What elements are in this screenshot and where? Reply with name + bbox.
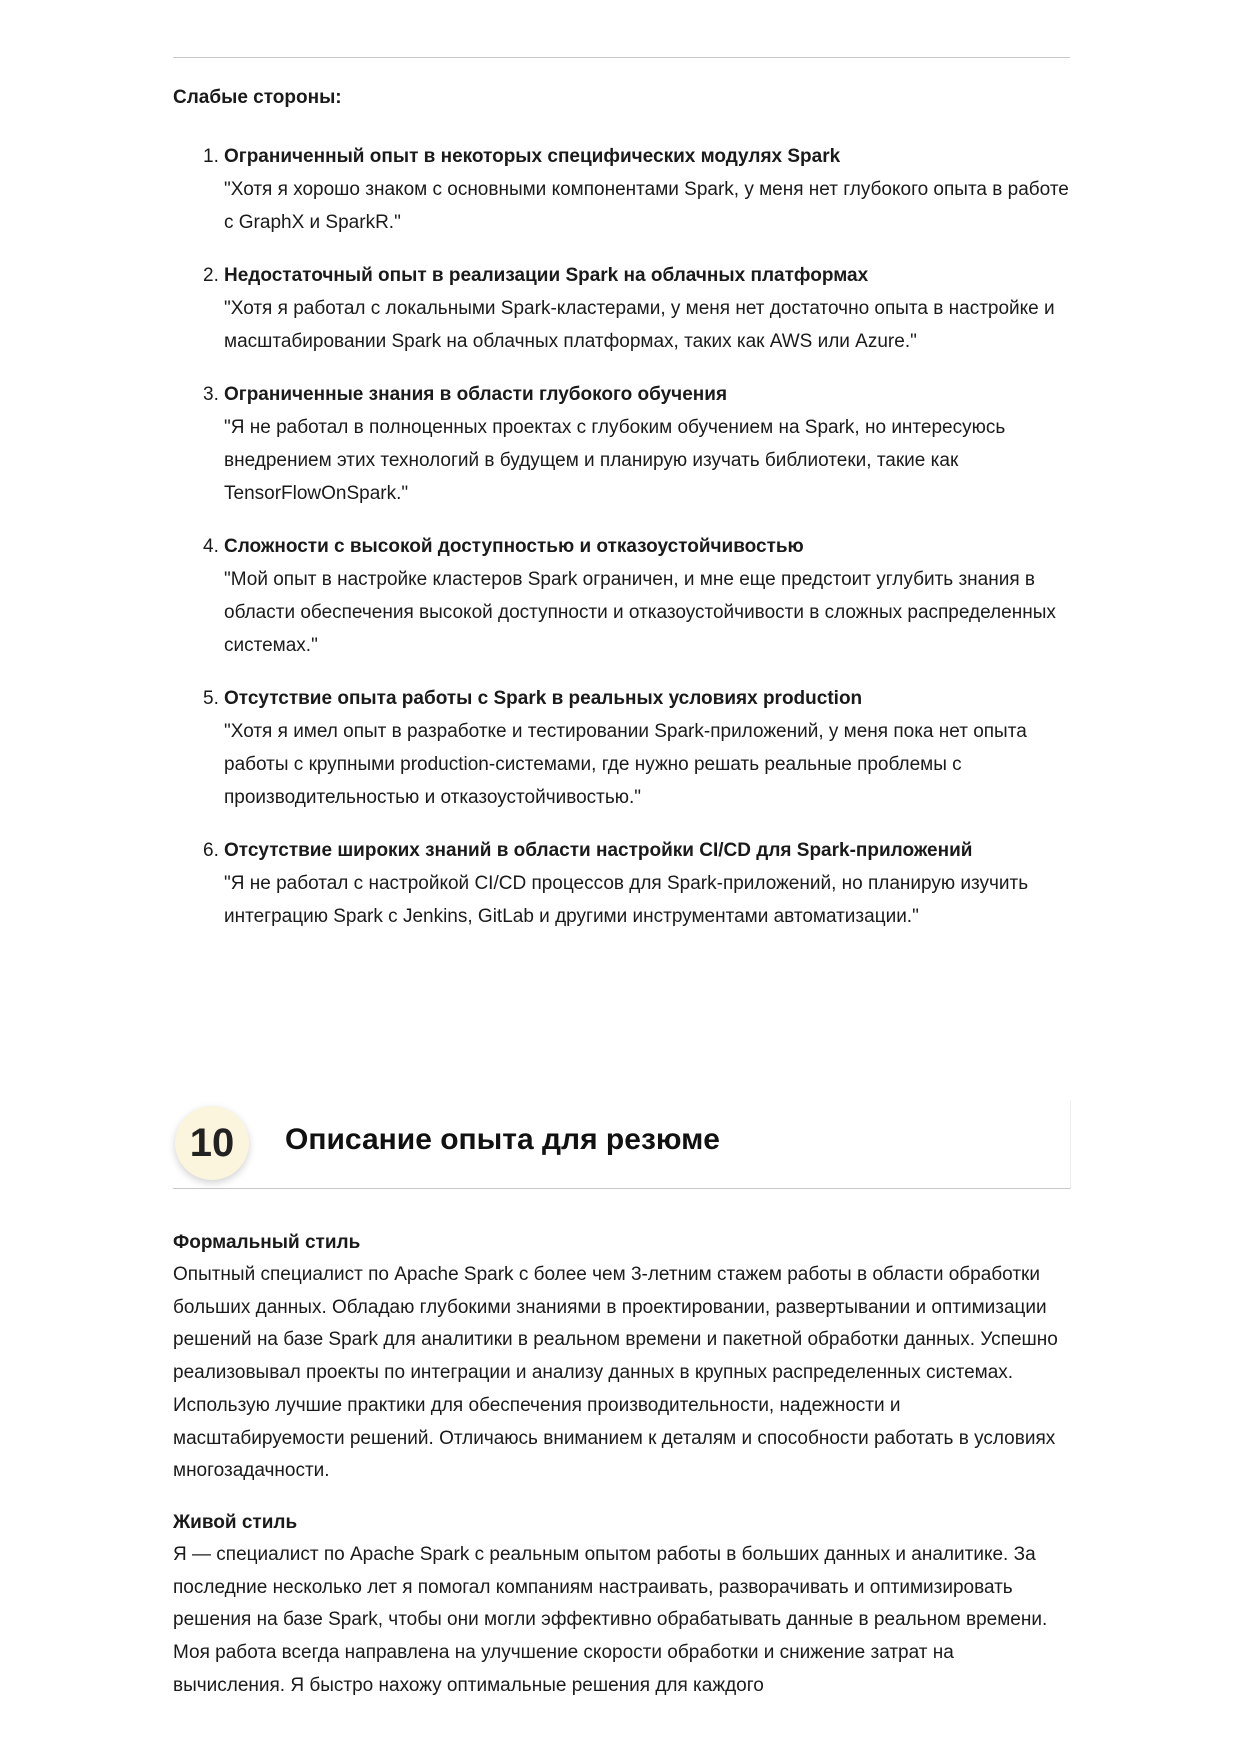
weakness-item: [173, 259, 1070, 358]
section-number-badge: 10: [175, 1106, 249, 1180]
weakness-title: Недостаточный опыт в реализации Spark на облачных платформах: [224, 265, 869, 286]
weakness-title: Ограниченные знания в области глубокого обучения: [224, 384, 728, 405]
weakness-title: Ограниченный опыт в некоторых специфических модулях Spark: [224, 146, 841, 167]
weakness-item: [173, 140, 1070, 239]
weakness-title: Отсутствие широких знаний в области настройки CI/CD для Spark-приложений: [224, 840, 973, 861]
section-header: [173, 1100, 1071, 1189]
lively-style-heading: Живой стиль: [173, 1512, 298, 1533]
weakness-number: 1.: [203, 146, 219, 167]
weakness-quote: "Хотя я хорошо знаком с основными компонентами Spark, у меня нет глубокого опыта в работе с GraphX и SparkR.": [224, 179, 1069, 233]
weakness-quote: "Я не работал в полноценных проектах с глубоким обучением на Spark, но интересуюсь внедрением этих технологий в будущем и планирую изучать библиотеки, такие как TensorFlowOnSpark.": [224, 417, 1006, 504]
weakness-quote: "Мой опыт в настройке кластеров Spark ограничен, и мне еще предстоит углубить знания в области обеспечения высокой доступности и отказоустойчивости в сложных распределенных системах.": [224, 569, 1056, 656]
section-title: Описание опыта для резюме: [285, 1123, 720, 1156]
weakness-item: [173, 378, 1070, 510]
weakness-number: 6.: [203, 840, 219, 861]
weakness-number: 3.: [203, 384, 219, 405]
weakness-title: Отсутствие опыта работы с Spark в реальных условиях production: [224, 688, 863, 709]
weakness-item: [173, 834, 1070, 933]
weaknesses-list: [173, 140, 1070, 953]
weakness-item: [173, 682, 1070, 814]
top-divider: [173, 57, 1070, 58]
weakness-quote: "Хотя я работал с локальными Spark-кластерами, у меня нет достаточно опыта в настройке и масштабировании Spark на облачных платформах, таких как AWS или Azure.": [224, 298, 1055, 352]
weakness-number: 5.: [203, 688, 219, 709]
weakness-number: 4.: [203, 536, 219, 557]
formal-style-text: Опытный специалист по Apache Spark с более чем 3-летним стажем работы в области обработки больших данных. Обладаю глубокими знаниями в проектировании, развертывании и оптимизации решений на базе Spark для аналитики в реальном времени и пакетной обработки данных. Успешно реализовывал проекты по интеграции и анализу данных в крупных распределенных системах. Использую лучшие практики для обеспечения производительности, надежности и масштабируемости решений. Отличаюсь вниманием к деталям и способности работать в условиях многозадачности.: [173, 1264, 1058, 1482]
weakness-number: 2.: [203, 265, 219, 286]
weaknesses-heading: Слабые стороны:: [173, 87, 342, 108]
weakness-quote: "Хотя я имел опыт в разработке и тестировании Spark-приложений, у меня пока нет опыта работы с крупными production-системами, где нужно решать реальные проблемы с производительностью и отказоустойчивостью.": [224, 721, 1027, 808]
lively-style-block: [173, 1506, 1070, 1703]
formal-style-heading: Формальный стиль: [173, 1232, 361, 1253]
weakness-quote: "Я не работал с настройкой CI/CD процессов для Spark-приложений, но планирую изучить интеграцию Spark с Jenkins, GitLab и другими инструментами автоматизации.": [224, 873, 1029, 927]
weakness-item: [173, 530, 1070, 662]
weakness-title: Сложности с высокой доступностью и отказоустойчивостью: [224, 536, 804, 557]
formal-style-block: [173, 1226, 1070, 1488]
lively-style-text: Я — специалист по Apache Spark с реальным опытом работы в больших данных и аналитике. За последние несколько лет я помогал компаниям настраивать, разворачивать и оптимизировать решения на базе Spark, чтобы они могли эффективно обрабатывать данные в реальном времени. Моя работа всегда направлена на улучшение скорости обработки и снижение затрат на вычисления. Я быстро нахожу оптимальные решения для каждого: [173, 1544, 1048, 1696]
